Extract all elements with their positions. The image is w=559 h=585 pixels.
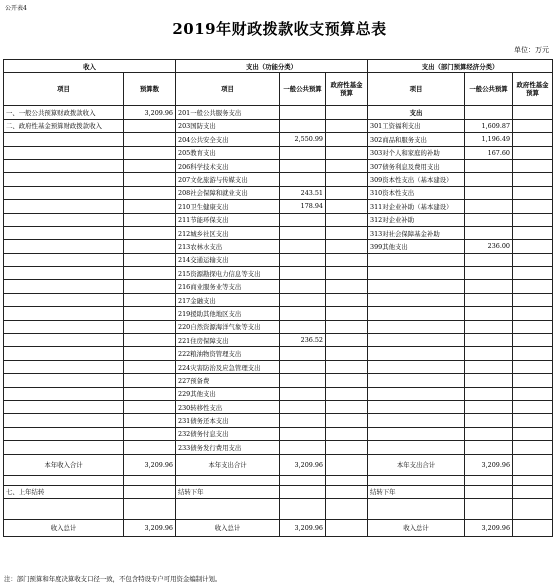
income-value-cell — [124, 347, 176, 360]
grand-income-value: 3,209.96 — [124, 519, 176, 536]
income-item-cell — [4, 200, 124, 213]
func-item-cell: 208社会保障和就业支出 — [176, 186, 280, 199]
income-value-cell — [124, 267, 176, 280]
func-general-cell — [280, 320, 326, 333]
dept-general-cell — [465, 159, 513, 172]
income-item-cell — [4, 414, 124, 427]
dept-general-cell — [465, 400, 513, 413]
dept-general-cell — [465, 213, 513, 226]
dept-fund-cell — [513, 387, 553, 400]
income-item-cell: 一、一般公共预算财政拨款收入 — [4, 106, 124, 119]
table-row — [4, 133, 553, 146]
dept-item-cell: 399其他支出 — [368, 240, 465, 253]
func-general-cell — [280, 159, 326, 172]
dept-fund-cell — [513, 133, 553, 146]
dept-fund-cell — [513, 267, 553, 280]
income-value-cell — [124, 320, 176, 333]
table-row — [4, 253, 553, 266]
income-item-cell: 二、政府性基金预算财政拨款收入 — [4, 119, 124, 132]
func-fund-cell — [326, 159, 368, 172]
income-value-cell — [124, 360, 176, 373]
table-row — [4, 320, 553, 333]
income-item-cell — [4, 280, 124, 293]
dept-item-cell: 309资本性支出（基本建设） — [368, 173, 465, 186]
func-fund-cell — [326, 334, 368, 347]
func-item-cell: 229其他支出 — [176, 387, 280, 400]
income-value-cell — [124, 240, 176, 253]
dept-fund-cell — [513, 186, 553, 199]
dept-fund-cell — [513, 240, 553, 253]
income-value-cell — [124, 173, 176, 186]
dept-fund-cell — [513, 441, 553, 454]
income-item-cell — [4, 226, 124, 239]
func-fund-cell — [326, 400, 368, 413]
income-value-cell — [124, 119, 176, 132]
dept-item-cell: 310资本性支出 — [368, 186, 465, 199]
dept-fund-cell — [513, 427, 553, 440]
budget-table — [3, 59, 553, 537]
dept-fund-cell — [513, 347, 553, 360]
table-row — [4, 186, 553, 199]
func-item-cell: 222粮油物资管理支出 — [176, 347, 280, 360]
dept-item-cell — [368, 347, 465, 360]
table-row — [4, 414, 553, 427]
dept-fund-cell — [513, 159, 553, 172]
dept-general-cell — [465, 360, 513, 373]
func-fund-cell — [326, 414, 368, 427]
dept-item-cell: 312对企业补助 — [368, 213, 465, 226]
income-value-cell — [124, 374, 176, 387]
dept-fund-cell — [513, 173, 553, 186]
func-general-cell — [280, 347, 326, 360]
func-general-cell: 236.52 — [280, 334, 326, 347]
func-general-cell — [280, 226, 326, 239]
func-item-cell: 201一般公共服务支出 — [176, 106, 280, 119]
table-row — [4, 119, 553, 132]
dept-fund-cell — [513, 146, 553, 159]
table-row — [4, 347, 553, 360]
dept-fund-cell — [513, 253, 553, 266]
income-value-cell — [124, 200, 176, 213]
dept-general-cell — [465, 307, 513, 320]
carry-income-label: 七、上年结转 — [4, 485, 124, 498]
func-item-cell: 210卫生健康支出 — [176, 200, 280, 213]
table-row — [4, 427, 553, 440]
income-value-cell — [124, 159, 176, 172]
table-row — [4, 226, 553, 239]
func-item-cell: 221住房保障支出 — [176, 334, 280, 347]
dept-total-value: 3,209.96 — [465, 454, 513, 475]
income-value-cell — [124, 213, 176, 226]
func-fund-cell — [326, 293, 368, 306]
func-fund-cell — [326, 427, 368, 440]
dept-item-cell — [368, 307, 465, 320]
func-total-fund — [326, 454, 368, 475]
dept-total-fund — [513, 454, 553, 475]
table-row — [4, 360, 553, 373]
dept-general-cell — [465, 334, 513, 347]
func-item-cell: 219援助其他地区支出 — [176, 307, 280, 320]
table-row — [4, 400, 553, 413]
func-general-cell — [280, 360, 326, 373]
dept-general-cell — [465, 280, 513, 293]
dept-fund-cell — [513, 414, 553, 427]
dept-item-cell — [368, 320, 465, 333]
func-total-label: 本年支出合计 — [176, 454, 280, 475]
func-item-cell: 204公共安全支出 — [176, 133, 280, 146]
func-general-cell — [280, 253, 326, 266]
income-item-cell — [4, 347, 124, 360]
dept-general-cell — [465, 320, 513, 333]
income-item-cell — [4, 307, 124, 320]
totals-row — [4, 454, 553, 475]
func-fund-cell — [326, 106, 368, 119]
func-general-cell — [280, 146, 326, 159]
dept-general-cell: 1,609.87 — [465, 119, 513, 132]
table-row — [4, 267, 553, 280]
func-item-cell: 232债务付息支出 — [176, 427, 280, 440]
dept-item-cell — [368, 441, 465, 454]
income-value-cell — [124, 253, 176, 266]
func-general-cell — [280, 267, 326, 280]
func-fund-cell — [326, 173, 368, 186]
header-row-sub — [4, 73, 553, 106]
table-row — [4, 213, 553, 226]
blank-row — [4, 475, 553, 485]
dept-item-cell: 311对企业补助（基本建设） — [368, 200, 465, 213]
dept-fund-cell — [513, 400, 553, 413]
income-value-cell: 3,209.96 — [124, 106, 176, 119]
income-value-cell — [124, 414, 176, 427]
dept-general-cell — [465, 253, 513, 266]
func-fund-cell — [326, 360, 368, 373]
dept-general-cell — [465, 173, 513, 186]
expense-dept-header: 支出（部门预算经济分类） — [368, 60, 553, 73]
page-title: 2019年财政拨款收支预算总表 — [172, 20, 387, 38]
func-general-cell — [280, 280, 326, 293]
dept-general-cell — [465, 293, 513, 306]
table-row — [4, 159, 553, 172]
income-value-cell — [124, 400, 176, 413]
func-item-cell: 217金融支出 — [176, 293, 280, 306]
income-item-cell — [4, 387, 124, 400]
func-item-header: 项目 — [176, 73, 280, 106]
dept-item-cell: 307债务利息及费用支出 — [368, 159, 465, 172]
table-row — [4, 200, 553, 213]
dept-general-cell — [465, 374, 513, 387]
dept-fund-cell — [513, 374, 553, 387]
func-fund-cell — [326, 441, 368, 454]
income-item-cell — [4, 293, 124, 306]
income-value-cell — [124, 280, 176, 293]
func-general-cell — [280, 293, 326, 306]
income-value-cell — [124, 226, 176, 239]
carry-func-label: 结转下年 — [176, 485, 280, 498]
dept-general-cell — [465, 441, 513, 454]
table-row — [4, 240, 553, 253]
table-row — [4, 334, 553, 347]
income-total-value: 3,209.96 — [124, 454, 176, 475]
func-fund-cell — [326, 280, 368, 293]
dept-item-cell — [368, 427, 465, 440]
income-value-cell — [124, 441, 176, 454]
dept-fund-cell — [513, 320, 553, 333]
income-item-cell — [4, 360, 124, 373]
table-row — [4, 280, 553, 293]
dept-fund-header: 政府性基金预算 — [513, 73, 553, 106]
func-item-cell: 211节能环保支出 — [176, 213, 280, 226]
dept-general-cell — [465, 414, 513, 427]
dept-item-cell — [368, 334, 465, 347]
income-item-cell — [4, 334, 124, 347]
table-row — [4, 293, 553, 306]
func-total-value: 3,209.96 — [280, 454, 326, 475]
dept-general-cell — [465, 186, 513, 199]
dept-item-cell: 支出 — [368, 106, 465, 119]
func-fund-cell — [326, 347, 368, 360]
func-fund-cell — [326, 226, 368, 239]
func-fund-cell — [326, 387, 368, 400]
dept-general-cell: 236.00 — [465, 240, 513, 253]
dept-item-cell: 303对个人和家庭的补助 — [368, 146, 465, 159]
table-row — [4, 106, 553, 119]
func-general-cell — [280, 427, 326, 440]
income-value-cell — [124, 307, 176, 320]
grand-dept-label: 收入总计 — [368, 519, 465, 536]
func-general-cell — [280, 119, 326, 132]
expense-function-header: 支出（功能分类） — [176, 60, 368, 73]
func-general-cell — [280, 240, 326, 253]
income-item-cell — [4, 267, 124, 280]
blank-row — [4, 498, 553, 519]
func-fund-header: 政府性基金预算 — [326, 73, 368, 106]
income-item-cell — [4, 173, 124, 186]
dept-general-cell — [465, 347, 513, 360]
func-item-cell: 206科学技术支出 — [176, 159, 280, 172]
func-fund-cell — [326, 320, 368, 333]
table-row — [4, 146, 553, 159]
dept-fund-cell — [513, 119, 553, 132]
func-general-cell: 243.51 — [280, 186, 326, 199]
dept-item-cell — [368, 293, 465, 306]
func-item-cell: 215资源勘探电力信息等支出 — [176, 267, 280, 280]
func-general-cell — [280, 374, 326, 387]
dept-fund-cell — [513, 213, 553, 226]
dept-item-cell — [368, 267, 465, 280]
func-general-cell — [280, 387, 326, 400]
income-item-header: 项目 — [4, 73, 124, 106]
table-row — [4, 374, 553, 387]
carry-dept-label: 结转下年 — [368, 485, 465, 498]
func-general-cell — [280, 213, 326, 226]
dept-fund-cell — [513, 307, 553, 320]
unit-label: 单位：万元 — [514, 46, 549, 54]
grand-func-value: 3,209.96 — [280, 519, 326, 536]
dept-fund-cell — [513, 360, 553, 373]
income-item-cell — [4, 400, 124, 413]
income-total-label: 本年收入合计 — [4, 454, 124, 475]
income-value-cell — [124, 146, 176, 159]
dept-fund-cell — [513, 334, 553, 347]
dept-general-cell — [465, 106, 513, 119]
table-row — [4, 441, 553, 454]
func-item-cell: 230转移性支出 — [176, 400, 280, 413]
income-budget-header: 预算数 — [124, 73, 176, 106]
func-fund-cell — [326, 374, 368, 387]
footnote: 注：部门预算和年度决算收支口径一致，不包含特设专户可用资金编制计划。 — [4, 575, 222, 583]
dept-item-cell — [368, 414, 465, 427]
header-row-top — [4, 60, 553, 73]
func-general-cell: 2,550.99 — [280, 133, 326, 146]
income-item-cell — [4, 320, 124, 333]
dept-item-cell — [368, 387, 465, 400]
func-general-cell — [280, 307, 326, 320]
dept-total-label: 本年支出合计 — [368, 454, 465, 475]
income-item-cell — [4, 374, 124, 387]
income-item-cell — [4, 213, 124, 226]
dept-fund-cell — [513, 226, 553, 239]
func-item-cell: 224灾害防治及应急管理支出 — [176, 360, 280, 373]
income-item-cell — [4, 427, 124, 440]
dept-item-cell: 301工资福利支出 — [368, 119, 465, 132]
dept-fund-cell — [513, 200, 553, 213]
dept-general-cell — [465, 226, 513, 239]
func-item-cell: 212城乡社区支出 — [176, 226, 280, 239]
dept-item-cell — [368, 374, 465, 387]
dept-item-cell: 302商品和服务支出 — [368, 133, 465, 146]
func-fund-cell — [326, 240, 368, 253]
func-general-cell — [280, 173, 326, 186]
func-general-cell — [280, 400, 326, 413]
func-fund-cell — [326, 253, 368, 266]
grand-func-label: 收入总计 — [176, 519, 280, 536]
income-item-cell — [4, 133, 124, 146]
grand-income-label: 收入总计 — [4, 519, 124, 536]
dept-fund-cell — [513, 280, 553, 293]
func-item-cell: 213农林水支出 — [176, 240, 280, 253]
func-item-cell: 231债务还本支出 — [176, 414, 280, 427]
func-item-cell: 203国防支出 — [176, 119, 280, 132]
func-fund-cell — [326, 267, 368, 280]
income-value-cell — [124, 427, 176, 440]
dept-general-cell — [465, 200, 513, 213]
income-value-cell — [124, 186, 176, 199]
func-general-cell — [280, 414, 326, 427]
table-row — [4, 307, 553, 320]
grand-dept-value: 3,209.96 — [465, 519, 513, 536]
income-item-cell — [4, 146, 124, 159]
dept-general-cell — [465, 267, 513, 280]
func-item-cell: 220自然资源海洋气象等支出 — [176, 320, 280, 333]
income-value-cell — [124, 387, 176, 400]
income-value-cell — [124, 133, 176, 146]
income-item-cell — [4, 186, 124, 199]
func-fund-cell — [326, 307, 368, 320]
form-number-label: 公开表4 — [5, 5, 27, 12]
func-fund-cell — [326, 186, 368, 199]
table-row — [4, 387, 553, 400]
func-general-header: 一般公共预算 — [280, 73, 326, 106]
dept-general-cell: 167.60 — [465, 146, 513, 159]
func-item-cell: 233债务发行费用支出 — [176, 441, 280, 454]
income-item-cell — [4, 441, 124, 454]
func-fund-cell — [326, 200, 368, 213]
func-item-cell: 214交通运输支出 — [176, 253, 280, 266]
dept-item-header: 项目 — [368, 73, 465, 106]
table-row — [4, 173, 553, 186]
func-fund-cell — [326, 133, 368, 146]
func-fund-cell — [326, 119, 368, 132]
dept-item-cell: 313对社会保障基金补助 — [368, 226, 465, 239]
func-item-cell: 227预备费 — [176, 374, 280, 387]
dept-fund-cell — [513, 106, 553, 119]
func-item-cell: 207文化旅游与传媒支出 — [176, 173, 280, 186]
income-item-cell — [4, 240, 124, 253]
func-item-cell: 216商业服务业等支出 — [176, 280, 280, 293]
income-value-cell — [124, 293, 176, 306]
func-general-cell — [280, 106, 326, 119]
dept-item-cell — [368, 360, 465, 373]
income-item-cell — [4, 253, 124, 266]
carry-row — [4, 485, 553, 498]
func-fund-cell — [326, 146, 368, 159]
dept-item-cell — [368, 280, 465, 293]
income-value-cell — [124, 334, 176, 347]
dept-item-cell — [368, 400, 465, 413]
func-general-cell — [280, 441, 326, 454]
dept-general-cell — [465, 387, 513, 400]
grand-total-row — [4, 519, 553, 536]
dept-item-cell — [368, 253, 465, 266]
income-item-cell — [4, 159, 124, 172]
func-general-cell: 178.94 — [280, 200, 326, 213]
dept-general-cell: 1,196.49 — [465, 133, 513, 146]
income-header: 收入 — [4, 60, 176, 73]
dept-general-cell — [465, 427, 513, 440]
dept-general-header: 一般公共预算 — [465, 73, 513, 106]
dept-fund-cell — [513, 293, 553, 306]
func-item-cell: 205教育支出 — [176, 146, 280, 159]
func-fund-cell — [326, 213, 368, 226]
